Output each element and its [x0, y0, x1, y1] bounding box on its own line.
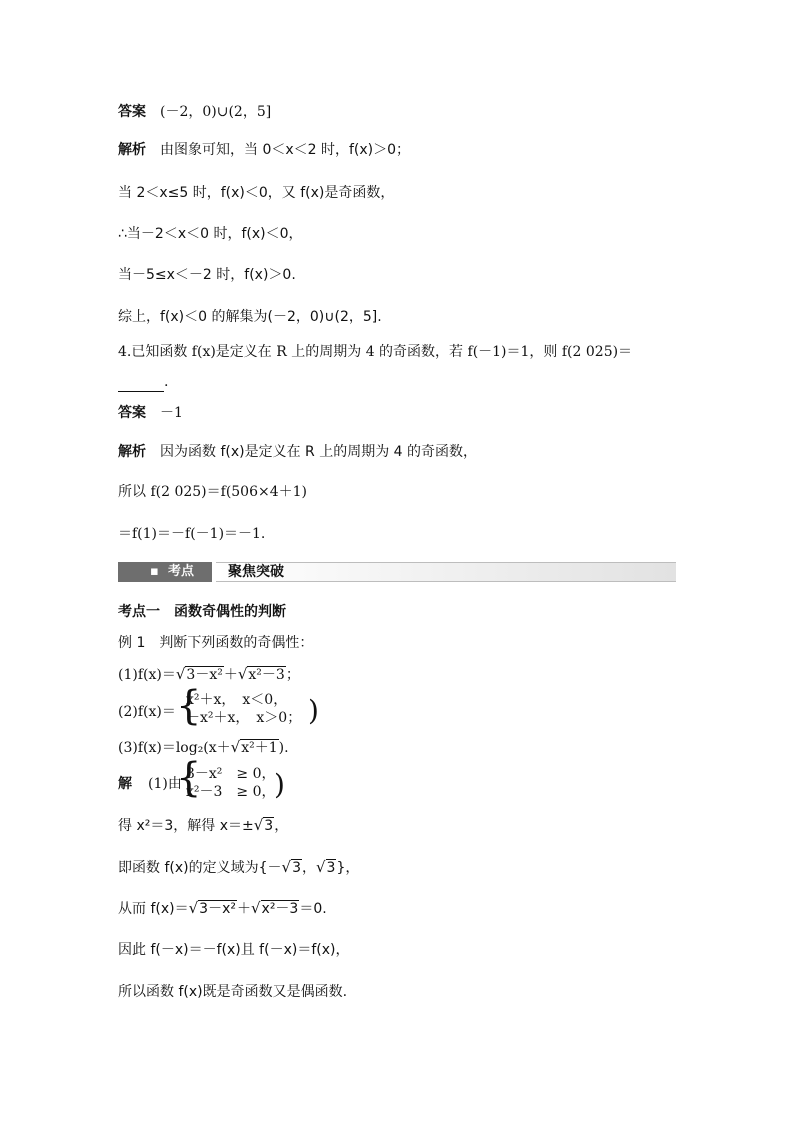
- sqrt-icon: √: [315, 858, 326, 876]
- banner-tag-box: [118, 562, 212, 582]
- sqrt-icon: √: [281, 858, 292, 876]
- solution-line-7: 所以 f(2 025)＝f(506×4＋1): [118, 484, 308, 500]
- step-3-prefix: 即函数 f(x)的定义域为{－: [118, 860, 282, 876]
- right-paren-icon: ): [274, 768, 285, 801]
- problem-3-end: ).: [278, 740, 289, 756]
- solution-step-6: 所以函数 f(x)既是奇函数又是偶函数.: [118, 984, 348, 1000]
- sqrt-icon: √: [253, 816, 264, 834]
- blank-period: .: [164, 374, 169, 390]
- case-1: x²＋x， x＜0，: [186, 692, 288, 708]
- answer-line-2: [118, 403, 183, 423]
- sqrt-icon: √: [250, 899, 261, 917]
- step-4-end: ＝0.: [299, 901, 327, 917]
- question-4-blank: [118, 372, 168, 392]
- sqrt-icon: √: [237, 665, 248, 683]
- sqrt-icon: √: [230, 738, 241, 756]
- example-title: 例 1 判断下列函数的奇偶性：: [118, 635, 314, 651]
- sqrt-icon: √: [188, 899, 199, 917]
- solution-step-5: 因此 f(－x)＝－f(x)且 f(－x)＝f(x)，: [118, 942, 350, 958]
- plus: ＋: [223, 667, 238, 683]
- answer-blank: [118, 377, 164, 392]
- solution-system: [118, 755, 358, 804]
- left-brace-icon: {: [176, 755, 202, 801]
- left-brace-icon: {: [176, 683, 202, 729]
- bullet-icon: ▪: [150, 564, 159, 579]
- step-3-end: }，: [336, 860, 360, 876]
- step-2-end: ，: [274, 818, 289, 834]
- answer-line-1: [118, 102, 271, 122]
- radicand: x²－3: [248, 667, 285, 683]
- step-2-prefix: 得 x²＝3，解得 x＝±: [118, 818, 254, 834]
- radicand: 3: [264, 818, 274, 834]
- sqrt-icon: √: [175, 665, 186, 683]
- answer-label: 答案: [118, 405, 146, 421]
- problem-1: [118, 664, 300, 685]
- radicand: 3: [326, 860, 336, 876]
- solution-step-3: [118, 857, 359, 878]
- radicand: x²－3: [261, 901, 299, 917]
- plus: ＋: [236, 901, 251, 917]
- problem-3: [118, 737, 289, 758]
- solution-line-1: [118, 140, 410, 160]
- section-title: 考点一 函数奇偶性的判断: [118, 604, 286, 620]
- problem-2: [118, 683, 338, 730]
- comma: ，: [301, 860, 316, 876]
- banner-title-box: [216, 562, 676, 582]
- solution-line-4: 当－5≤x＜－2 时，f(x)＞0.: [118, 267, 296, 283]
- condition-2: x²－3 ≥ 0，: [186, 784, 276, 800]
- question-4: 4.已知函数 f(x)是定义在 R 上的周期为 4 的奇函数，若 f(－1)＝1，则 f(2 025)＝: [118, 344, 633, 360]
- solution-label: 解析: [118, 142, 146, 158]
- problem-2-prefix: (2)f(x)＝: [118, 704, 176, 720]
- answer-label: 答案: [118, 104, 146, 120]
- radicand: x²＋1: [241, 740, 278, 756]
- solution-line-3: ∴当－2＜x＜0 时，f(x)＜0，: [118, 226, 303, 242]
- solution-step-4: [118, 898, 327, 919]
- step-4-prefix: 从而 f(x)＝: [118, 901, 189, 917]
- problem-3-prefix: (3)f(x)＝log₂(x＋: [118, 740, 231, 756]
- solution-label: 解析: [118, 444, 146, 460]
- solution-text: 因为函数 f(x)是定义在 R 上的周期为 4 的奇函数，: [160, 444, 478, 460]
- solution-label: 解: [118, 776, 132, 792]
- answer-value: (－2，0)∪(2，5]: [160, 104, 272, 120]
- right-paren-icon: ): [308, 694, 319, 727]
- solution-step-2: [118, 815, 288, 836]
- radicand: 3: [292, 860, 301, 876]
- answer-value: －1: [160, 405, 183, 421]
- section-banner: [118, 562, 676, 582]
- banner-title: 聚焦突破: [228, 564, 284, 580]
- solution-prefix: (1)由: [148, 776, 182, 792]
- banner-tag: 考点: [168, 564, 195, 579]
- solution-line-8: ＝f(1)＝－f(－1)＝－1.: [118, 526, 266, 542]
- condition-1: 3－x² ≥ 0，: [186, 766, 276, 782]
- problem-1-prefix: (1)f(x)＝: [118, 667, 176, 683]
- solution-line-6: [118, 442, 477, 462]
- solution-line-5: 综上，f(x)＜0 的解集为(－2，0)∪(2，5].: [118, 309, 382, 325]
- problem-1-end: ；: [285, 667, 300, 683]
- case-2: －x²＋x， x＞0；: [186, 710, 302, 726]
- solution-line-2: 当 2＜x≤5 时，f(x)＜0，又 f(x)是奇函数，: [118, 185, 395, 201]
- radicand: 3－x²: [186, 667, 223, 683]
- radicand: 3－x²: [199, 901, 236, 917]
- solution-text: 由图象可知，当 0＜x＜2 时，f(x)＞0；: [160, 142, 411, 158]
